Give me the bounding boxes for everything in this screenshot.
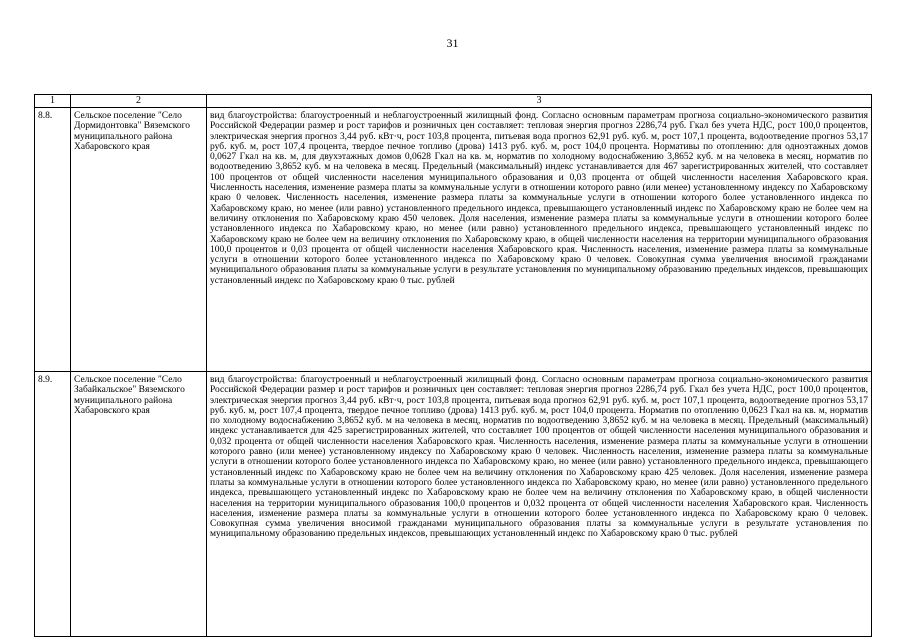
settlement-description: вид благоустройства: благоустроенный и неблагоустроенный жилищный фонд. Согласно основным параметрам прогноза социально-экономического развития Российской Федерации размер и рост тарифов и розничных цен составляет: тепловая энергия прогноз 2286,74 руб. Гкал без учета НДС, рост 100,0 процентов, электрическая энергия прогноз 3,44 руб. кВт·ч, рост 103,8 процента, питьевая вода прогноз 62,91 руб. куб. м, рост 107,1 процента, водоотведение прогноз 53,17 руб. куб. м, рост 107,4 процента, твердое печное топливо (дрова) 1413 руб. куб. м, рост 104,0 процента. Нормативы по отоплению: для одноэтажных домов 0,0627 Гкал на кв. м, для двухэтажных домов 0,0628 Гкал на кв. м, норматив по холодному водоснабжению 3,8652 куб. м на человека в месяц, норматив по водоотведению 3,8652 куб. м на человека в месяц. Предельный (максимальный) индекс устанавливается для 467 зарегистрированных жителей, что составляет 100 процентов от общей численности населения муниципального образования и 0,03 процента от общей численности населения Хабаровского края. Численность населения, изменение размера платы за коммунальные услуги в отношении которого равно (или менее) установленному индексу по Хабаровскому краю 0 человек. Численность населения, изменение размера платы за коммунальные услуги в отношении которого более установленного индекса по Хабаровскому краю, но менее (или равно) установленного предельного индекса, превышающего установленный индекс по Хабаровскому краю не более чем на величину отклонения по Хабаровскому краю 450 человек. Доля населения, изменение размера платы за коммунальные услуги в отношении которого более установленного индекса по Хабаровскому краю, но менее (или равно) установленного предельного индекса, превышающего установленный индекс по Хабаровскому краю не более чем на величину отклонения по Хабаровскому краю, в общей численности населения на территории муниципального образования 100,0 процентов и 0,03 процента от общей численности населения Хабаровского края. Численность населения, изменение размера платы за коммунальные услуги в отношении которого более установленного индекса по Хабаровскому краю 0 человек. Совокупная сумма увеличения вносимой гражданами муниципального образования платы за коммунальные услуги в результате установления по муниципальному образованию предельных индексов, превышающих установленный индекс по Хабаровскому краю 0 тыс. рублей — [207, 108, 872, 372]
row-number: 8.8. — [35, 108, 71, 372]
row-number: 8.9. — [35, 372, 71, 637]
table-row — [35, 108, 872, 372]
settlement-description: вид благоустройства: благоустроенный и неблагоустроенный жилищный фонд. Согласно основным параметрам прогноза социально-экономического развития Российской Федерации размер и рост тарифов и розничных цен составляет: тепловая энергия прогноз 2286,74 руб. Гкал без учета НДС, рост 100,0 процентов, электрическая энергия прогноз 3,44 руб. кВт·ч, рост 103,8 процента, питьевая вода прогноз 62,91 руб. куб. м, рост 107,1 процента, водоотведение прогноз 53,17 руб. куб. м, рост 107,4 процента, твердое печное топливо (дрова) 1413 руб. куб. м, рост 104,0 процента. Норматив по отоплению 0,0623 Гкал на кв. м, норматив по холодному водоснабжению 3,8652 куб. м на человека в месяц, норматив по водоотведению 3,8652 куб. м на человека в месяц. Предельный (максимальный) индекс устанавливается для 425 зарегистрированных жителей, что составляет 100 процентов от общей численности населения муниципального образования и 0,032 процента от общей численности населения Хабаровского края. Численность населения, изменение размера платы за коммунальные услуги в отношении которого равно (или менее) установленному индексу по Хабаровскому краю 0 человек. Численность населения, изменение размера платы за коммунальные услуги в отношении которого более установленного индекса по Хабаровскому краю, но менее (или равно) установленного предельного индекса, превышающего установленный индекс по Хабаровскому краю не более чем на величину отклонения по Хабаровскому краю 425 человек. Доля населения, изменение размера платы за коммунальные услуги в отношении которого более установленного индекса по Хабаровскому краю, но менее (или равно) установленного предельного индекса, превышающего установленный индекс по Хабаровскому краю не более чем на величину отклонения по Хабаровскому краю, в общей численности населения на территории муниципального образования 100,0 процентов и 0,032 процента от общей численности населения Хабаровского края. Численность населения, изменение размера платы за коммунальные услуги в отношении которого более установленного индекса по Хабаровскому краю 0 человек. Совокупная сумма увеличения вносимой гражданами муниципального образования платы за коммунальные услуги в результате установления по муниципальному образованию предельных индексов, превышающих установленный индекс по Хабаровскому краю 0 тыс. рублей — [207, 372, 872, 637]
table-header-row — [35, 95, 872, 108]
settlement-name: Сельское поселение "Село Дормидонтовка" Вяземского муниципального района Хабаровского края — [71, 108, 207, 372]
column-header-3: 3 — [207, 95, 872, 108]
settlement-name: Сельское поселение "Село Забайкальское" Вяземского муниципального района Хабаровского края — [71, 372, 207, 637]
column-header-1: 1 — [35, 95, 71, 108]
column-header-2: 2 — [71, 95, 207, 108]
page-number: 31 — [446, 36, 459, 50]
document-table — [34, 94, 872, 637]
table-row — [35, 372, 872, 637]
